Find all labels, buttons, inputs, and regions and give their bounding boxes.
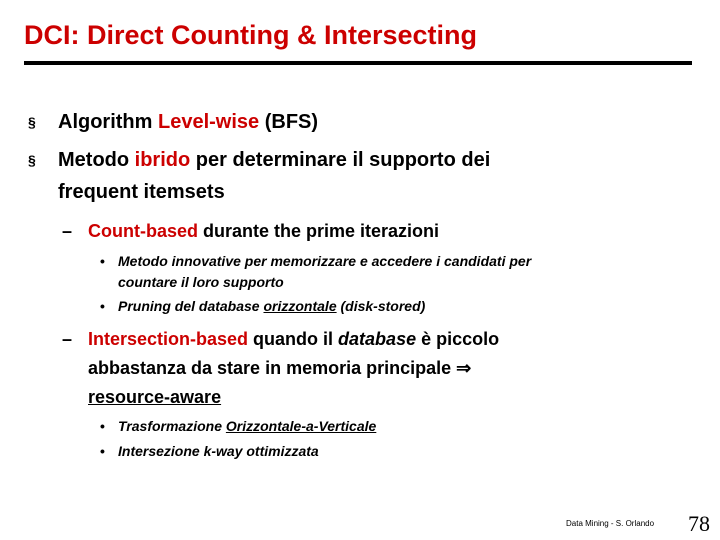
dot-bullet-icon: • (100, 443, 105, 459)
underlined-orizzontale: orizzontale (263, 298, 337, 314)
highlight-ibrido: ibrido (134, 149, 191, 171)
text-segment: Trasformazione (118, 418, 226, 434)
bullet-text (58, 110, 318, 134)
page-number: 78 (688, 511, 710, 536)
slide-title: DCI: Direct Counting & Intersecting (24, 20, 478, 50)
text-segment: (disk-stored) (336, 298, 426, 314)
detail-text (118, 417, 376, 435)
square-bullet-icon: § (28, 152, 36, 168)
text-segment: (BFS) (259, 111, 319, 133)
dot-bullet-icon: • (100, 418, 105, 434)
subbullet-text (88, 219, 439, 243)
bullet-text (58, 148, 490, 172)
subbullet-text (88, 327, 499, 351)
dot-bullet-icon: • (100, 298, 105, 314)
detail-text: Intersezione k-way ottimizzata (118, 443, 319, 459)
italic-database: database (338, 329, 417, 349)
text-segment: Metodo (58, 149, 135, 171)
highlight-level-wise: Level-wise (158, 111, 260, 133)
highlight-count-based: Count-based (88, 221, 198, 241)
text-segment: quando il (248, 329, 339, 349)
bullet-text-continued: frequent itemsets (58, 181, 225, 203)
underlined-orizzontale-a-verticale: Orizzontale-a-Verticale (225, 418, 377, 434)
dash-bullet-icon: – (62, 221, 73, 241)
text-segment: è piccolo (416, 329, 500, 349)
footer-credit: Data Mining - S. Orlando (566, 519, 655, 528)
dot-bullet-icon: • (100, 253, 105, 269)
text-segment: Pruning del database (118, 298, 264, 314)
underlined-resource-aware: resource-aware (88, 387, 222, 407)
square-bullet-icon: § (28, 114, 36, 130)
text-segment: Algorithm (58, 111, 158, 133)
title-underline-rule (24, 61, 692, 65)
text-segment: durante the prime iterazioni (198, 221, 440, 241)
detail-text: Metodo innovative per memorizzare e accedere i candidati per (118, 253, 532, 269)
highlight-intersection-based: Intersection-based (88, 329, 249, 349)
detail-text (118, 297, 425, 315)
text-segment: per determinare il supporto dei (190, 149, 491, 171)
subbullet-text-continued: abbastanza da stare in memoria principale ⇒ (88, 358, 472, 378)
dash-bullet-icon: – (62, 329, 73, 349)
detail-text-continued: countare il loro supporto (118, 274, 284, 290)
